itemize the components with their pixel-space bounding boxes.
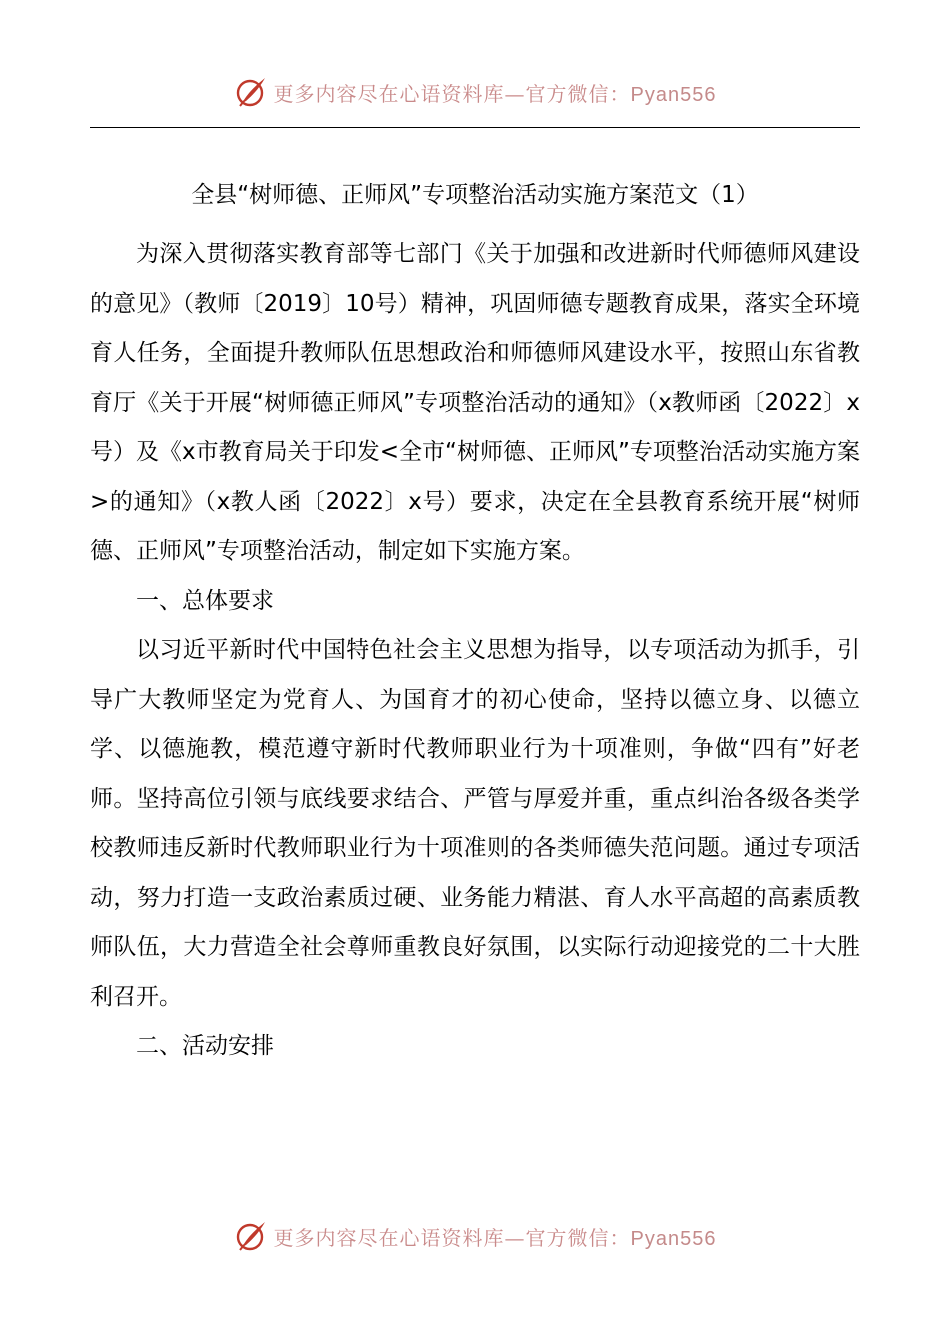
footer-banner bbox=[0, 1214, 950, 1258]
header-divider bbox=[90, 127, 860, 128]
header-wechat-id: Pyan556 bbox=[630, 83, 717, 106]
quill-logo-icon bbox=[234, 75, 268, 109]
header-banner-text: 更多内容尽在心语资料库—官方微信：Pyan556 bbox=[273, 81, 717, 106]
footer-banner-text: 更多内容尽在心语资料库—官方微信：Pyan556 bbox=[273, 1225, 717, 1250]
quill-logo-icon bbox=[234, 1219, 268, 1253]
section-heading-activity-arrangements: 二、活动安排 bbox=[136, 1033, 274, 1059]
document-title: 全县“树师德、正师风”专项整治活动实施方案范文（1） bbox=[191, 182, 759, 208]
section-heading-overall-requirements: 一、总体要求 bbox=[136, 587, 274, 614]
header-banner bbox=[0, 70, 950, 114]
document-body bbox=[90, 172, 860, 1072]
overall-requirements-paragraph: 以习近平新时代中国特色社会主义思想为指导，以专项活动为抓手，引导广大教师坚定为党育人、为国育才的初心使命，坚持以德立身、以德立学、以德施教，模范遵守新时代教师职业行为十项准则，争做“四有”好老师。坚持高位引领与底线要求结合、严管与厚爱并重，重点纠治各级各类学校教师违反新时代教师职业行为十项准则的各类师德失范问题。通过专项活动，努力打造一支政治素质过硬、业务能力精湛、育人水平高超的高素质教师队伍，大力营造全社会尊师重教良好氛围，以实际行动迎接党的二十大胜利召开。 bbox=[90, 637, 860, 1010]
footer-wechat-id: Pyan556 bbox=[630, 1227, 717, 1250]
intro-paragraph: 为深入贯彻落实教育部等七部门《关于加强和改进新时代师德师风建设的意见》（教师〔2019〕10号）精神，巩固师德专题教育成果，落实全环境育人任务，全面提升教师队伍思想政治和师德师风建设水平，按照山东省教育厅《关于开展“树师德正师风”专项整治活动的通知》（x教师函〔2022〕x号）及《x市教育局关于印发<全市“树师德、正师风”专项整治活动实施方案>的通知》（x教人函〔2022〕x号）要求，决定在全县教育系统开展“树师德、正师风”专项整治活动，制定如下实施方案。 bbox=[90, 241, 860, 564]
